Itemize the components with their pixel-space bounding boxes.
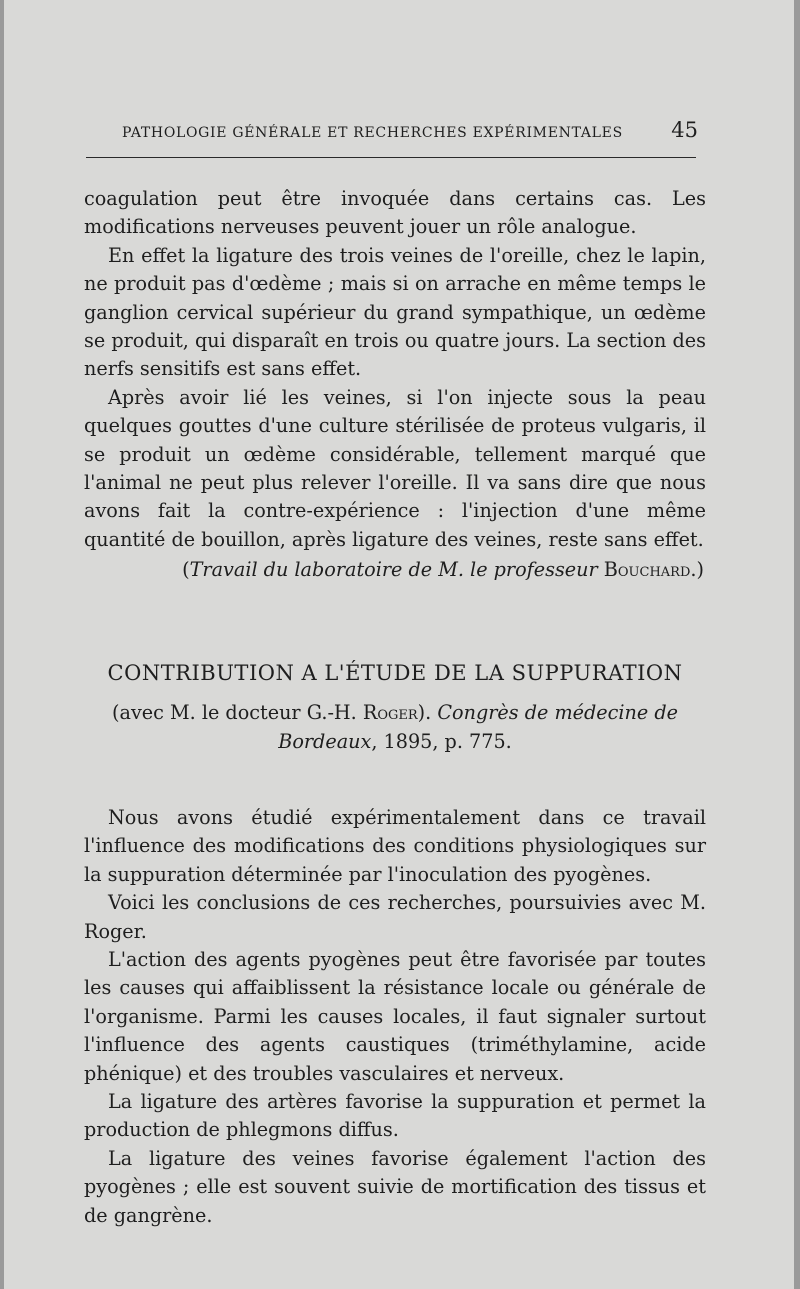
- paragraph: Nous avons étudié expérimentalement dans ce travail l'influence des modifications des conditions physiologiques sur la suppuration déterminée par l'inoculation des pyogènes.: [84, 805, 706, 886]
- attribution-close: ): [696, 558, 704, 582]
- citation-author: Roger: [362, 701, 418, 725]
- citation-suffix: , 1895, p. 775.: [371, 729, 512, 753]
- section-title: CONTRIBUTION A L'ÉTUDE DE LA SUPPURATION: [107, 660, 683, 685]
- body-text: [84, 185, 706, 1230]
- citation-prefix: (avec M. le docteur G.-H.: [112, 701, 357, 725]
- attribution-text: Travail du laboratoire de M. le professeur: [189, 558, 598, 582]
- citation-venue: Congrès de médecine de Bordeaux: [278, 701, 678, 753]
- paragraph: Après avoir lié les veines, si l'on injecte sous la peau quelques gouttes d'une culture stérilisée de proteus vulgaris, il se produit un œdème considérable, tellement marqué que l'animal ne peut plus relever l'oreille. Il va sans dire que nous avons fait la contre-expérience : l'injection d'une même quantité de bouillon, après ligature des veines, reste sans effet.: [84, 385, 706, 551]
- running-head: [122, 118, 698, 142]
- citation-mid: ).: [417, 701, 432, 725]
- running-title: PATHOLOGIE GÉNÉRALE ET RECHERCHES EXPÉRIMENTALES: [122, 125, 623, 141]
- attribution-name: Bouchard.: [603, 558, 697, 582]
- paragraph: En effet la ligature des trois veines de l'oreille, chez le lapin, ne produit pas d'œdème ; mais si on arrache en même temps le ganglion cervical supérieur du grand sympathique, un œdème se produit, qui disparaît en trois ou quatre jours. La section des nerfs sensitifs est sans effet.: [84, 243, 706, 381]
- page-number: 45: [671, 118, 698, 142]
- paragraph: Voici les conclusions de ces recherches, poursuivies avec M. Roger.: [84, 891, 706, 943]
- paragraph: La ligature des artères favorise la suppuration et permet la production de phlegmons diffus.: [84, 1089, 706, 1142]
- paragraph: L'action des agents pyogènes peut être favorisée par toutes les causes qui affaiblissent la résistance locale ou générale de l'organisme. Parmi les causes locales, il faut signaler surtout l'influence des agents caustiques (triméthylamine, acide phénique) et des troubles vasculaires et nerveux.: [84, 947, 706, 1085]
- header-rule: [86, 157, 696, 158]
- paragraph: coagulation peut être invoquée dans certains cas. Les modifications nerveuses peuvent jouer un rôle analogue.: [84, 187, 706, 239]
- attribution: [84, 556, 706, 584]
- attribution-open: (: [182, 558, 190, 582]
- book-page: [4, 0, 794, 1289]
- citation: [84, 699, 706, 756]
- paragraph: La ligature des veines favorise également l'action des pyogènes ; elle est souvent suivie de mortification des tissus et de gangrène.: [84, 1146, 706, 1227]
